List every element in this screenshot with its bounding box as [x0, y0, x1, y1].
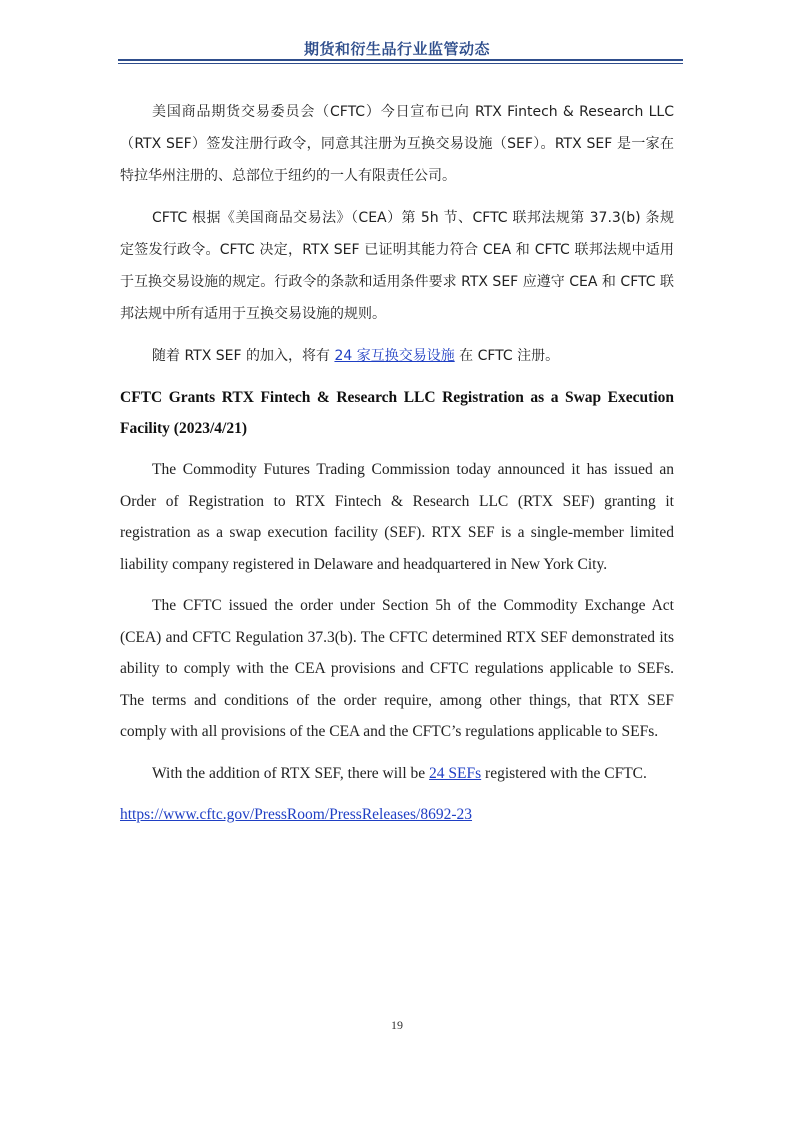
- page-number: 19: [391, 1018, 403, 1032]
- zh-paragraph-3-tail: 在 CFTC 注册。: [454, 348, 560, 364]
- en-paragraph-3-lead: With the addition of RTX SEF, there will be: [152, 764, 430, 782]
- article-heading: CFTC Grants RTX Fintech & Research LLC Registration as a Swap Execution Facility (2023/4/21): [120, 389, 674, 437]
- zh-paragraph-2: CFTC 根据《美国商品交易法》（CEA）第 5h 节、CFTC 联邦法规第 37.3(b) 条规定签发行政令。CFTC 决定，RTX SEF 已证明其能力符合 CEA 和 CFTC 联邦法规中适用于互换交易设施的规定。行政令的条款和适用条件要求 RTX SEF 应遵守 CEA 和 CFTC 联邦法规中所有适用于互换交易设施的规则。: [120, 210, 674, 322]
- en-paragraph-3: [120, 758, 674, 790]
- source-url-line: [120, 799, 674, 830]
- zh-paragraph-3: [120, 340, 674, 372]
- en-sef-count-link[interactable]: 24 SEFs: [429, 764, 482, 782]
- header-rule-thick: [118, 59, 683, 61]
- source-url-link[interactable]: https://www.cftc.gov/PressRoom/PressReleases/8692-23: [120, 806, 473, 823]
- zh-paragraph-3-lead: 随着 RTX SEF 的加入，将有: [152, 348, 335, 364]
- zh-paragraph-1: 美国商品期货交易委员会（CFTC）今日宣布已向 RTX Fintech & Research LLC（RTX SEF）签发注册行政令，同意其注册为互换交易设施（SEF）。RTX SEF 是一家在特拉华州注册的、总部位于纽约的一人有限责任公司。: [120, 104, 674, 184]
- header-title: 期货和衍生品行业监管动态: [303, 40, 490, 58]
- zh-sef-count-link[interactable]: 24 家互换交易设施: [334, 348, 455, 364]
- en-paragraph-1: The Commodity Futures Trading Commission today announced it has issued an Order of Registration to RTX Fintech & Research LLC (RTX SEF) granting it registration as a swap execution facility (SEF). RTX SEF is a single-member limited liability company registered in Delaware and headquartered in New York City.: [120, 461, 674, 573]
- en-paragraph-3-tail: registered with the CFTC.: [481, 764, 647, 782]
- en-paragraph-2: The CFTC issued the order under Section 5h of the Commodity Exchange Act (CEA) and CFTC Regulation 37.3(b). The CFTC determined RTX SEF demonstrated its ability to comply with the CEA provisions and CFTC regulations applicable to SEFs. The terms and conditions of the order require, among other things, that RTX SEF comply with all provisions of the CEA and the CFTC’s regulations applicable to SEFs.: [120, 597, 674, 740]
- document-body: [120, 96, 674, 830]
- header-rule-thin: [118, 63, 683, 64]
